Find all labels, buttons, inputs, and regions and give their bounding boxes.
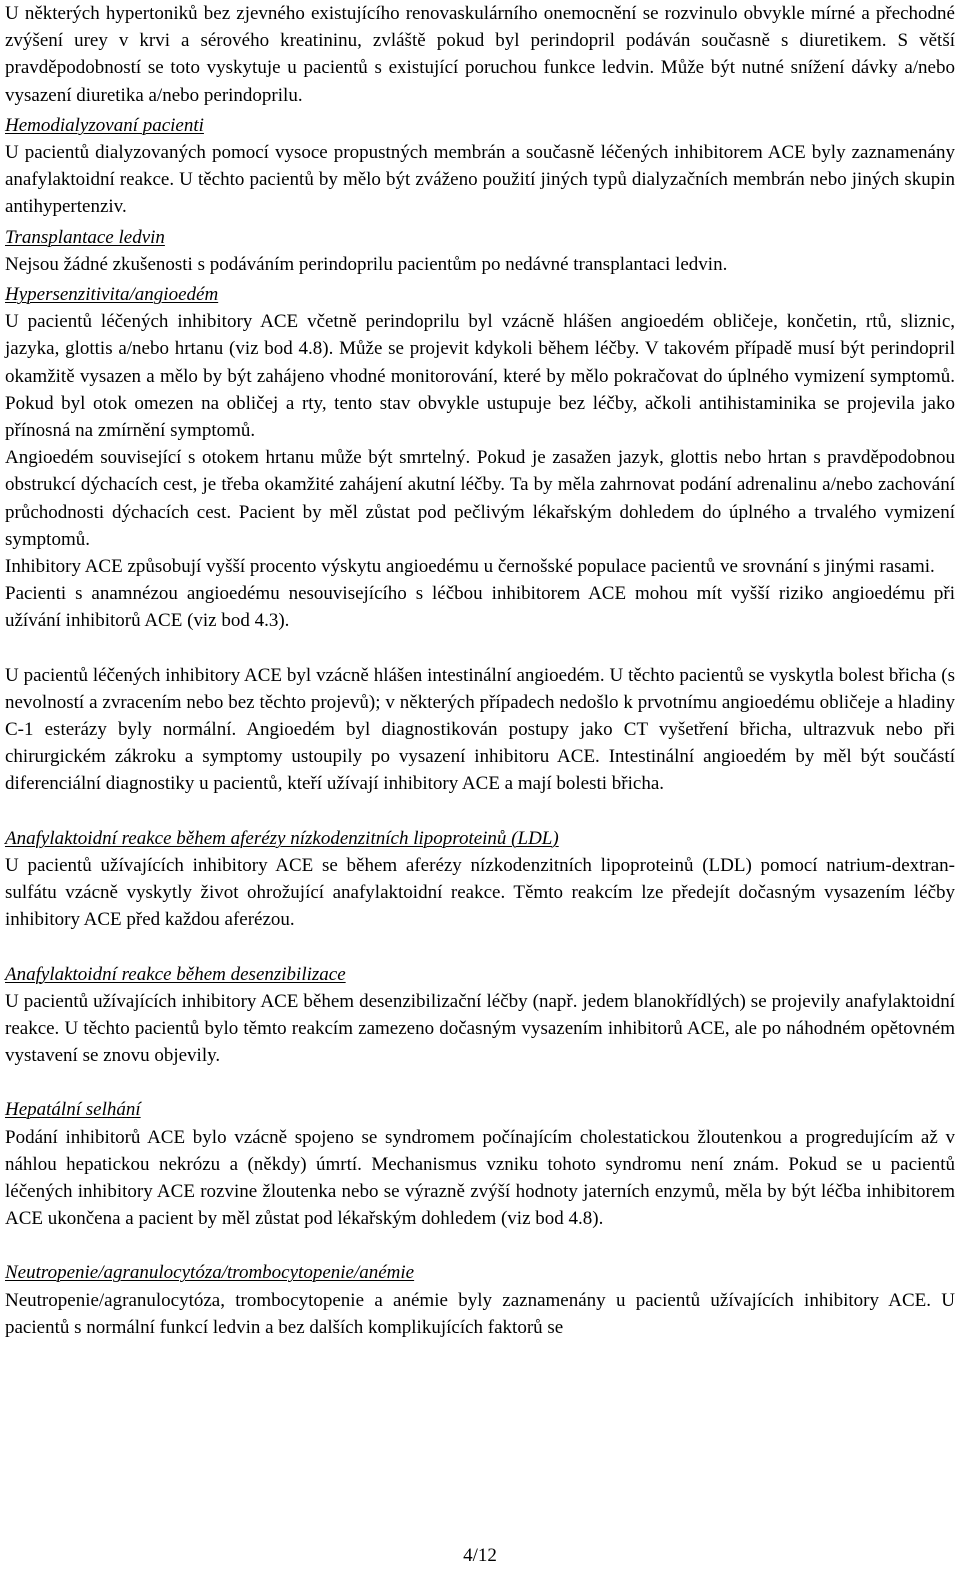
heading-desensitization: Anafylaktoidní reakce během desenzibilizace	[5, 963, 346, 985]
paragraph-angioedema-population: Inhibitory ACE způsobují vyšší procento výskytu angioedému u černošské populace pacientů ve srovnání s jinými rasami.	[5, 556, 935, 578]
paragraph-angioedema-history: Pacienti s anamnézou angioedému nesouvisejícího s léčbou inhibitorem ACE mohou mít vyšší riziko angioedému při užívání inhibitorů ACE (viz bod 4.3).	[5, 583, 955, 632]
heading-hypersensitivity-angioedema: Hypersenzitivita/angioedém	[5, 284, 219, 306]
heading-hepatic-failure: Hepatální selhání	[5, 1099, 141, 1121]
document-body	[5, 0, 955, 1341]
paragraph-neutropenia: Neutropenie/agranulocytóza, trombocytopenie a anémie byly zaznamenány u pacientů užívajících inhibitory ACE. U pacientů s normální funkcí ledvin a bez dalších komplikujících faktorů se	[5, 1289, 955, 1338]
paragraph-angioedema-general: U pacientů léčených inhibitory ACE včetně perindoprilu byl vzácně hlášen angioedém obličeje, končetin, rtů, sliznic, jazyka, glottis a/nebo hrtanu (viz bod 4.8). Může se projevit kdykoli během léčby. V takovém případě musí být perindopril okamžitě vysazen a mělo by být zahájeno vhodné monitorování, které by mělo pokračovat do úplného vymizení symptomů. Pokud byl otok omezen na obličej a rty, tento stav obvykle ustupuje bez léčby, ačkoli antihistaminika se projevila jako přínosná na zmírnění symptomů.	[5, 311, 955, 442]
paragraph-intestinal-angioedema: U pacientů léčených inhibitory ACE byl vzácně hlášen intestinální angioedém. U těchto pacientů se vyskytla bolest břicha (s nevolností a zvracením nebo bez těchto projevů); v některých případech nedošlo k prvotnímu angioedému obličeje a hladiny C-1 esterázy byly normální. Angioedém byl diagnostikován postupy jako CT vyšetření břicha, ultrazvuk nebo při chirurgickém zákroku a symptomy ustoupily po vysazení inhibitoru ACE. Intestinální angioedém by měl být součástí diferenciální diagnostiky u pacientů, kteří užívají inhibitory ACE a mají bolesti břicha.	[5, 664, 955, 795]
heading-kidney-transplant: Transplantace ledvin	[5, 226, 165, 248]
heading-neutropenia: Neutropenie/agranulocytóza/trombocytopenie/anémie	[5, 1262, 415, 1284]
spacer	[5, 798, 955, 825]
page-number: 4/12	[463, 1545, 497, 1566]
paragraph-desensitization: U pacientů užívajících inhibitory ACE během desenzibilizační léčby (např. jedem blanokřídlých) se projevily anafylaktoidní reakce. U těchto pacientů bylo těmto reakcím zamezeno dočasným vysazením inhibitorů ACE, ale po náhodném opětovném vystavení se znovu objevily.	[5, 990, 955, 1067]
heading-hemodialysis: Hemodialyzovaní pacienti	[5, 114, 204, 136]
spacer	[5, 1232, 955, 1259]
paragraph-ldl-apheresis: U pacientů užívajících inhibitory ACE se během aferézy nízkodenzitních lipoproteinů (LDL) pomocí natrium-dextran-sulfátu vzácně vyskytly život ohrožující anafylaktoidní reakce. Těmto reakcím lze předejít dočasným vysazením léčby inhibitory ACE před každou aferézou.	[5, 854, 955, 931]
heading-ldl-apheresis: Anafylaktoidní reakce během aferézy nízkodenzitních lipoproteinů (LDL)	[5, 827, 559, 849]
spacer	[5, 934, 955, 961]
paragraph-hemodialysis: U pacientů dialyzovaných pomocí vysoce propustných membrán a současně léčených inhibitorem ACE byly zaznamenány anafylaktoidní reakce. U těchto pacientů by mělo být zváženo použití jiných typů dialyzačních membrán nebo jiných skupin antihypertenziv.	[5, 142, 955, 218]
paragraph-intro-renal-function: U některých hypertoniků bez zjevného existujícího renovaskulárního onemocnění se rozvinulo obvykle mírné a přechodné zvýšení urey v krvi a sérového kreatininu, zvláště pokud byl perindopril podáván současně s diuretikem. S větší pravděpodobností se toto vyskytuje u pacientů s existující poruchou funkce ledvin. Může být nutné snížení dávky a/nebo vysazení diuretika a/nebo perindoprilu.	[5, 3, 955, 106]
paragraph-hepatic-failure: Podání inhibitorů ACE bylo vzácně spojeno se syndromem počínajícím cholestatickou žloutenkou a progredujícím až v náhlou hepatickou nekrózu a (někdy) úmrtí. Mechanismus vzniku tohoto syndromu není znám. Pokud se u pacientů léčených inhibitory ACE rozvine žloutenka nebo se výrazně zvýší hodnoty jaterních enzymů, měla by být léčba inhibitorem ACE ukončena a pacient by měl zůstat pod lékařským dohledem (viz bod 4.8).	[5, 1126, 955, 1230]
spacer	[5, 1069, 955, 1096]
spacer	[5, 635, 955, 662]
paragraph-angioedema-larynx: Angioedém související s otokem hrtanu může být smrtelný. Pokud je zasažen jazyk, glottis nebo hrtan s pravděpodobnou obstrukcí dýchacích cest, je třeba okamžité zahájení akutní léčby. Ta by měla zahrnovat podání adrenalinu a/nebo zachování průchodnosti dýchacích cest. Pacient by měl zůstat pod pečlivým lékařským dohledem do úplného a trvalého vymizení symptomů.	[5, 447, 955, 550]
paragraph-kidney-transplant: Nejsou žádné zkušenosti s podáváním perindoprilu pacientům po nedávné transplantaci ledvin.	[5, 253, 728, 275]
